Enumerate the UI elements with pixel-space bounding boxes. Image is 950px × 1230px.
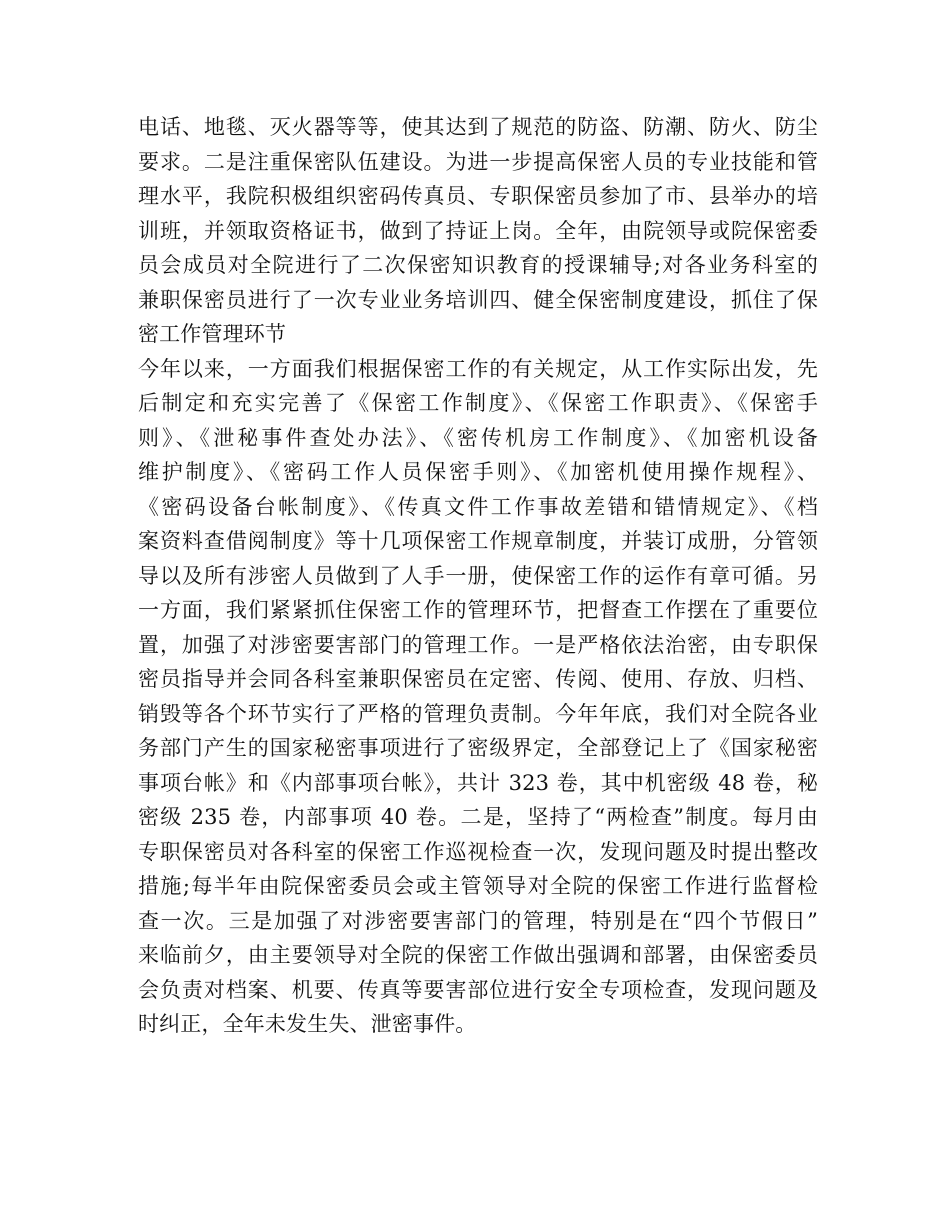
text-line: 密级 235 卷，内部事项 40 卷。二是，坚持了“两检查”制度。每月由 [138,805,818,829]
text-line: 会负责对档案、机要、传真等要害部位进行安全专项检查，发现问题及 [138,977,818,1002]
text-line: 员会成员对全院进行了二次保密知识教育的授课辅导;对各业务科室的 [138,253,818,277]
text-line: 销毁等各个环节实行了严格的管理负责制。今年年底，我们对全院各业 [138,701,818,726]
text-line: 专职保密员对各科室的保密工作巡视检查一次，发现问题及时提出整改 [138,839,818,864]
text-line: 维护制度》、《密码工作人员保密手则》、《加密机使用操作规程》、 [138,460,818,484]
text-line: 要求。二是注重保密队伍建设。为进一步提高保密人员的专业技能和管 [138,149,818,174]
text-line: 措施;每半年由院保密委员会或主管领导对全院的保密工作进行监督检 [138,874,818,898]
text-line: 《密码设备台帐制度》、《传真文件工作事故差错和错情规定》、《档 [138,494,818,519]
text-line: 事项台帐》和《内部事项台帐》，共计 323 卷，其中机密级 48 卷，秘 [138,770,818,795]
text-line: 密员指导并会同各科室兼职保密员在定密、传阅、使用、存放、归档、 [138,667,818,691]
body-text [138,110,818,1042]
text-line: 时纠正，全年未发生失、泄密事件。 [138,1012,477,1036]
text-line: 一方面，我们紧紧抓住保密工作的管理环节，把督查工作摆在了重要位 [138,598,818,622]
text-line: 密工作管理环节 [138,322,287,346]
text-line: 则》、《泄秘事件查处办法》、《密传机房工作制度》、《加密机设备 [138,425,818,450]
text-line: 今年以来，一方面我们根据保密工作的有关规定，从工作实际出发，先 [138,356,818,381]
text-line: 案资料查借阅制度》等十几项保密工作规章制度，并装订成册，分管领 [138,529,818,553]
text-line: 务部门产生的国家秘密事项进行了密级界定，全部登记上了《国家秘密 [138,736,818,760]
text-line: 电话、地毯、灭火器等等，使其达到了规范的防盗、防潮、防火、防尘 [138,115,818,139]
text-line: 兼职保密员进行了一次专业业务培训四、健全保密制度建设，抓住了保 [138,287,818,312]
text-line: 理水平，我院积极组织密码传真员、专职保密员参加了市、县举办的培 [138,184,818,208]
text-line: 置，加强了对涉密要害部门的管理工作。一是严格依法治密，由专职保 [138,632,818,657]
text-line: 训班，并领取资格证书，做到了持证上岗。全年，由院领导或院保密委 [138,218,818,243]
text-line: 导以及所有涉密人员做到了人手一册，使保密工作的运作有章可循。另 [138,563,818,588]
text-line: 来临前夕，由主要领导对全院的保密工作做出强调和部署，由保密委员 [138,943,818,967]
text-line: 后制定和充实完善了《保密工作制度》、《保密工作职责》、《保密手 [138,391,818,415]
text-line: 查一次。三是加强了对涉密要害部门的管理，特别是在“四个节假日” [138,908,818,933]
